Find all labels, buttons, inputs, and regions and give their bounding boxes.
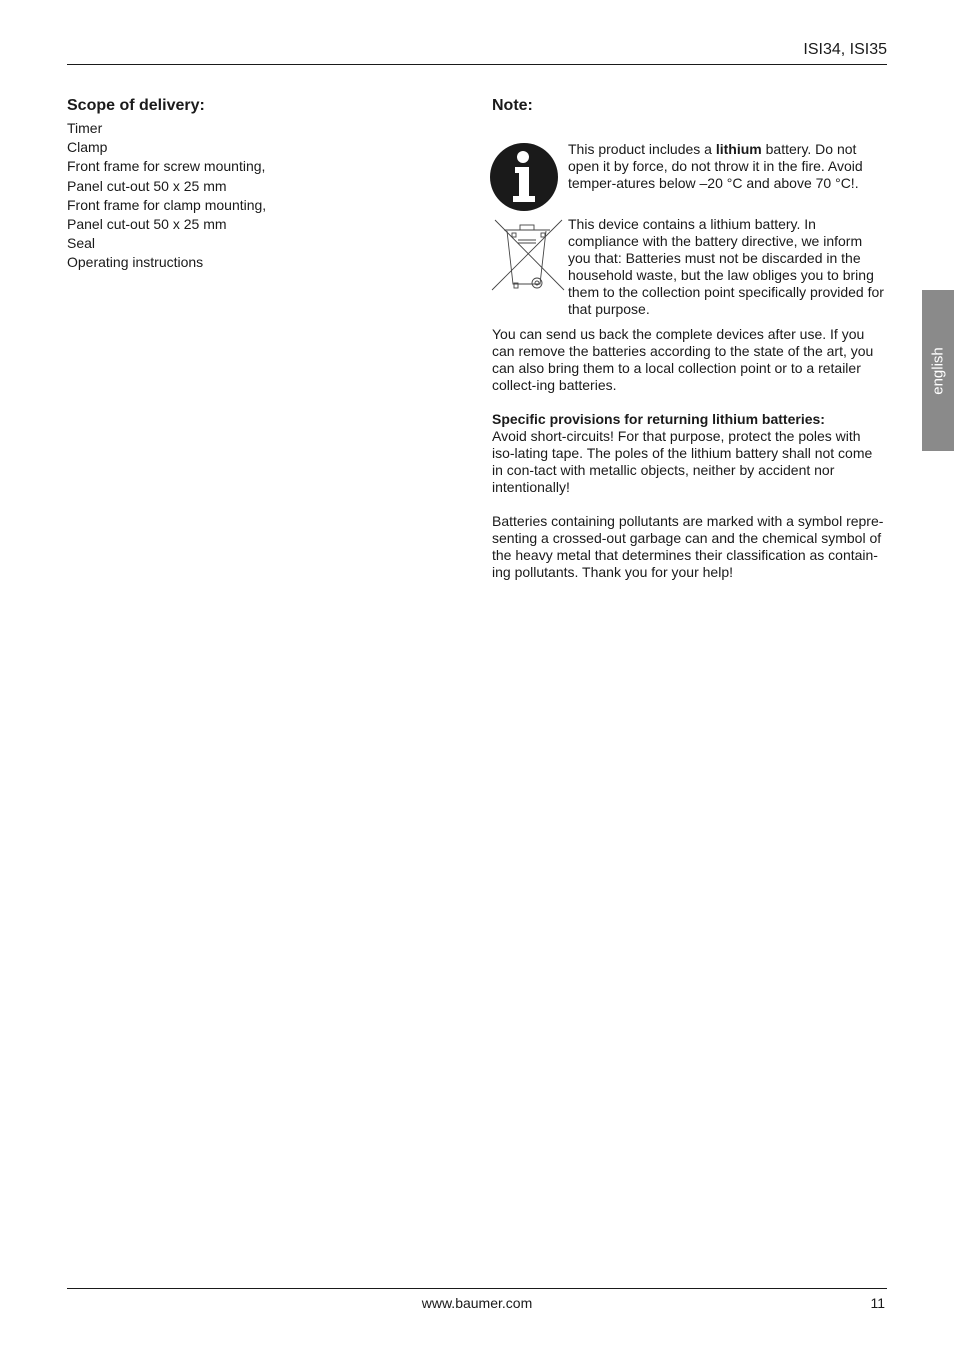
list-item: Front frame for clamp mounting,	[67, 196, 267, 213]
list-item: Front frame for screw mounting,	[67, 158, 266, 175]
scope-of-delivery-list	[67, 119, 447, 273]
note-section	[492, 96, 887, 581]
info-icon	[489, 142, 559, 212]
list-item: Operating instructions	[67, 254, 204, 271]
battery-disposal-text: This device contains a lithium battery. In compliance with the battery directive, we inform you that: Batteries must not be discarded in the household waste, but the law obliges you to bring them to the collection point specifically provided for that purpose.	[568, 216, 884, 317]
list-item: Seal	[67, 235, 96, 252]
page-number: 11	[870, 1295, 885, 1311]
scope-of-delivery-heading: Scope of delivery:	[67, 97, 205, 114]
return-devices-paragraph: You can send us back the complete devices after use. If you can remove the batteries according to the state of the art, you can also bring them to a local collection point or to a retailer collect-ing batteries.	[492, 326, 874, 393]
provisions-text: Avoid short-circuits! For that purpose, protect the poles with iso-lating tape. The poles of the lithium battery shall not come in con-tact with metallic objects, neither by accident nor intentionally!	[492, 428, 873, 495]
list-item: Timer	[67, 120, 103, 136]
list-item: Panel cut-out 50 x 25 mm	[67, 216, 227, 233]
note-heading: Note:	[492, 97, 533, 114]
language-tab[interactable]	[922, 290, 954, 451]
lithium-warning-end: battery. Do not open it by force, do not throw it in the fire. Avoid temper-atures below –20 °C and above 70 °C!.	[568, 141, 863, 191]
list-item: Clamp	[67, 139, 108, 156]
pollutants-paragraph: Batteries containing pollutants are marked with a symbol repre-senting a crossed-out garbage can and the chemical symbol of the heavy metal that determines their classification as contain-ing pollutants. Thank you for your help!	[492, 513, 884, 580]
crossed-out-bin-icon	[490, 218, 566, 292]
scope-of-delivery-section	[67, 96, 447, 273]
lithium-bold-word: lithium	[715, 141, 762, 157]
provisions-block	[492, 411, 887, 496]
provisions-heading: Specific provisions for returning lithium batteries:	[492, 411, 825, 427]
lithium-warning-start: This product includes a	[568, 141, 716, 157]
lithium-warning-text	[568, 141, 888, 192]
note-block	[492, 119, 887, 317]
list-item: Panel cut-out 50 x 25 mm	[67, 177, 227, 194]
language-tab-label: english	[929, 346, 947, 395]
header-rule	[67, 64, 887, 65]
footer-url-link[interactable]: www.baumer.com	[421, 1295, 533, 1311]
document-model-header: ISI34, ISI35	[803, 41, 887, 58]
footer-rule	[67, 1288, 887, 1289]
